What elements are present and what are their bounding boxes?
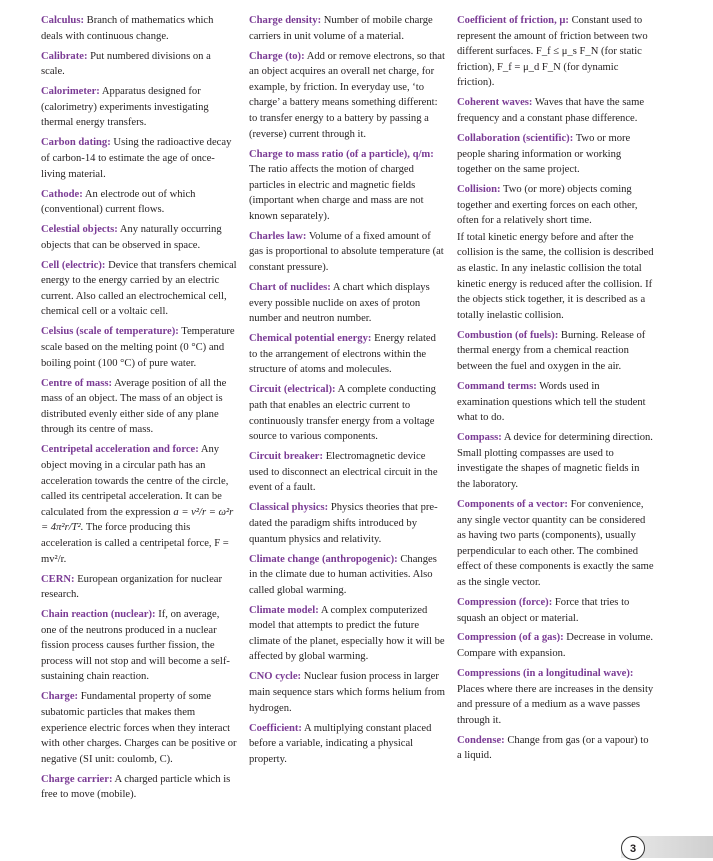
term: Celsius (scale of temperature): [41,326,179,338]
term: Compression (force): [457,596,553,608]
entry-celestial-objects [41,222,237,253]
term: Climate change (anthropogenic): [249,553,398,565]
definition: Branch of mathematics which deals with continuous change. [41,15,214,42]
definition: Burning. Release of thermal energy from a chemical reaction between the fuel and oxygen in the air. [457,329,646,373]
term: Components of a vector: [457,498,568,510]
entry-circuit-breaker [249,449,445,496]
definition: Apparatus designed for (calorimetry) experiments investigating thermal energy transfers. [41,86,209,129]
entry-circuit [249,382,445,444]
definition: Volume of a fixed amount of gas is proportional to absolute temperature (at constant pressure). [249,230,444,274]
entry-charge-to-mass-ratio [249,147,445,225]
entry-climate-change [249,552,445,599]
definition-continued: If total kinetic energy before and after the collision is the same, the collision is described as elastic. In any inelastic collision the total kinetic energy is reduced after the collision. If the objects stick together, it is described as a totally inelastic collision. [457,231,654,321]
term: Centre of mass: [41,377,113,389]
term: Calibrate: [41,50,88,62]
term: Chemical potential energy: [249,333,372,345]
glossary-column-1 [41,13,237,807]
entry-cern [41,572,237,603]
definition: Device that transfers chemical energy to the energy carried by an electric current. Also called an electrochemical cell, chemical cell or a voltaic cell. [41,259,237,318]
term: Chain reaction (nuclear): [41,609,156,621]
term: Calorimeter: [41,86,100,98]
term: Centripetal acceleration and force: [41,444,199,456]
entry-chart-of-nuclides [249,280,445,327]
entry-coherent-waves [457,95,654,126]
term: CERN: [41,573,75,585]
entry-calculus [41,13,237,44]
term: Compass: [457,432,502,444]
entry-climate-model [249,603,445,665]
term: Charge density: [249,15,322,26]
term: Coefficient: [249,722,302,734]
definition: Put numbered divisions on a scale. [41,50,211,78]
term: Combustion (of fuels): [457,329,559,341]
definition: Constant used to represent the amount of friction between two different surfaces. F_f ≤ μ_s F_N (for static friction), F_f = μ_d F_N (for dynamic friction). [457,15,648,89]
definition: Force that tries to squash an object or material. [457,596,630,624]
entry-centripetal [41,442,237,567]
entry-charge [41,689,237,767]
term: CNO cycle: [249,671,302,683]
entry-charge-to [249,49,445,143]
definition: Any object moving in a circular path has an acceleration towards the centre of the circle, called its centripetal acceleration. It can be calculated from the expression [41,444,229,518]
definition: Add or remove electrons, so that an object acquires an overall net charge, for example, by friction. In everyday use, ‘to charge’ a battery means something different: to transfer energy to a battery by passing a (reverse) current through it. [249,50,445,140]
definition: Energy related to the arrangement of electrons within the structure of atoms and molecules. [249,333,436,376]
entry-charge-density [249,13,445,44]
term: Celestial objects: [41,224,118,236]
definition: Waves that have the same frequency and a constant phase difference. [457,97,645,124]
entry-centre-of-mass [41,376,237,438]
entry-cathode [41,187,237,218]
glossary-column-3 [457,13,654,768]
term: Chart of nuclides: [249,282,331,294]
entry-coefficient [249,721,445,768]
definition: A multiplying constant placed before a variable, indicating a physical property. [249,722,432,765]
definition: Using the radioactive decay of carbon-14 to estimate the age of once-living material. [41,137,232,180]
term: Condense: [457,734,505,746]
entry-classical-physics [249,500,445,547]
definition: Decrease in volume. Compare with expansion. [457,632,654,660]
page-number: 3 [621,836,645,860]
entry-calorimeter [41,84,237,131]
definition: For convenience, any single vector quantity can be considered as having two parts (components), usually perpendicular to each other. The combined effect of these components is exactly the same as the single vector. [457,498,654,588]
entry-chain-reaction [41,607,237,685]
entry-celsius [41,324,237,371]
entry-charles-law [249,229,445,276]
term: Climate model: [249,604,319,616]
entry-coefficient-of-friction [457,13,654,91]
term: Charge: [41,691,79,703]
term: Command terms: [457,381,537,393]
term: Coefficient of friction, μ: [457,15,569,26]
definition: A device for determining direction. Small plotting compasses are used to investigate the shapes of magnetic fields in the laboratory. [457,432,653,490]
term: Charge to mass ratio (of a particle), q/m: [249,148,434,160]
definition: An electrode out of which (conventional) current flows. [41,188,196,216]
entry-cno-cycle [249,669,445,716]
definition: Change from gas (or a vapour) to a liquid. [457,734,649,762]
term: Cathode: [41,188,83,200]
definition: Two (or more) objects coming together and exerting forces on each other, often for a relatively short time. [457,184,638,227]
term: Compression (of a gas): [457,632,564,644]
definition: A complex computerized model that attempts to predict the future climate of the planet, especially how it will be affected by global warming. [249,604,445,663]
term: Charge carrier: [41,773,113,785]
entry-components-of-a-vector [457,497,654,591]
term: Collision: [457,184,501,196]
definition: Words used in examination questions which tell the student what to do. [457,381,646,424]
definition: A charged particle which is free to move (mobile). [41,773,231,801]
definition: Any naturally occurring objects that can be observed in space. [41,224,222,251]
term: Circuit breaker: [249,451,324,463]
definition: Nuclear fusion process in larger main sequence stars which forms helium from hydrogen. [249,671,445,714]
entry-condense [457,733,654,764]
entry-carbon-dating [41,135,237,182]
definition: Average position of all the mass of an object. The mass of an object is distributed evenly either side of any plane through its centre of mass. [41,377,227,436]
definition: Physics theories that pre-dated the paradigm shifts introduced by quantum physics and relativity. [249,502,438,545]
definition: The ratio affects the motion of charged particles in electric and magnetic fields (important when charge and mass are not known separately). [249,164,424,222]
formula: a = v²/r = ω²r = 4π²r/T². [41,506,234,534]
glossary-column-2 [249,13,445,772]
definition: A complete conducting path that enables an electric current to continuously transfer energy from a voltage source to various components. [249,384,436,443]
definition: Places where there are increases in the density and pressure of a medium as a wave passes through it. [457,683,654,726]
entry-compressions-wave [457,666,654,728]
entry-chemical-potential-energy [249,331,445,378]
term: Coherent waves: [457,97,533,109]
entry-compass [457,430,654,492]
entry-combustion [457,328,654,375]
term: Classical physics: [249,502,329,514]
definition-continued: The force producing this acceleration is called a centripetal force, F = mv²/r. [41,522,229,565]
definition: Changes in the climate due to human activities. Also called global warming. [249,553,437,596]
term: Charge (to): [249,50,305,62]
definition: Number of mobile charge carriers in unit volume of a material. [249,15,433,42]
entry-cell-electric [41,258,237,320]
entry-collision [457,182,654,323]
definition: Fundamental property of some subatomic particles that makes them experience electric forces when they interact with other charges. Charges can be positive or negative (SI unit: coulomb, C). [41,691,237,765]
entry-command-terms [457,379,654,426]
term: Charles law: [249,230,307,242]
term: Compressions (in a longitudinal wave): [457,668,634,680]
definition: European organization for nuclear research. [41,573,223,601]
term: Calculus: [41,15,84,26]
definition: A chart which displays every possible nuclide on axes of proton number and neutron number. [249,282,430,325]
entry-compression-force [457,595,654,626]
term: Carbon dating: [41,137,111,149]
term: Collaboration (scientific): [457,132,574,144]
definition: Temperature scale based on the melting point (0 °C) and boiling point (100 °C) of pure water. [41,326,235,369]
entry-calibrate [41,49,237,80]
definition: If, on average, one of the neutrons produced in a nuclear fission process causes further fission, the process will not stop and will become a self-sustaining chain reaction. [41,609,230,683]
definition: Two or more people sharing information or working together on the same project. [457,132,631,176]
definition: Electromagnetic device used to disconnect an electrical circuit in the event of a fault. [249,451,438,494]
entry-collaboration [457,131,654,178]
entry-compression-gas [457,630,654,661]
term: Cell (electric): [41,259,106,271]
term: Circuit (electrical): [249,384,336,396]
entry-charge-carrier [41,772,237,803]
